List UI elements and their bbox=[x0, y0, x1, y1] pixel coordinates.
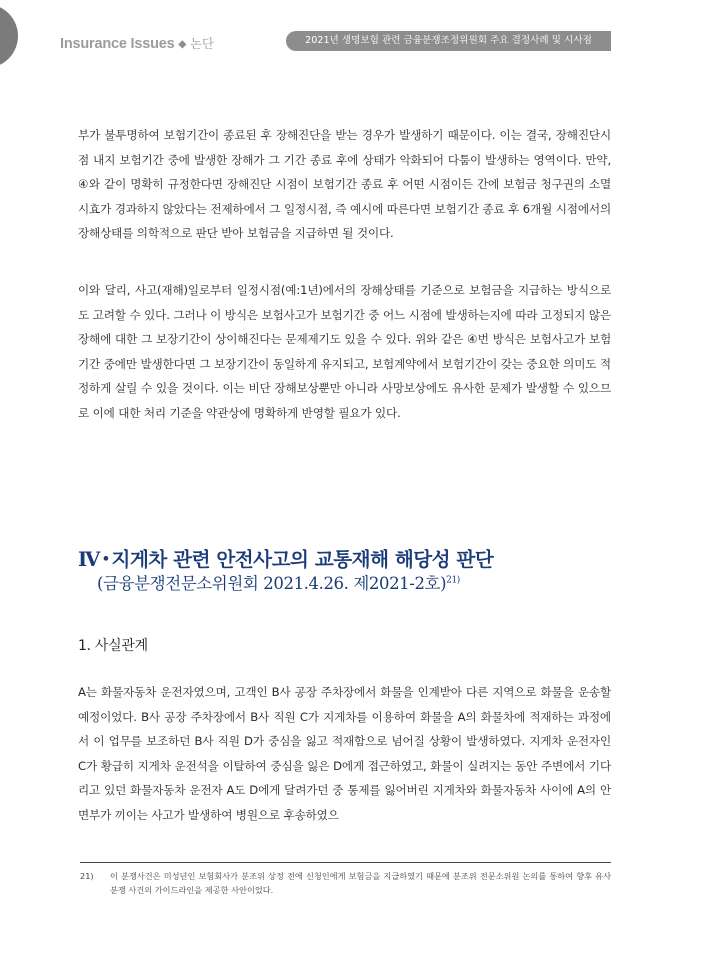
footnote-number: 21) bbox=[80, 871, 94, 881]
brand-name: Insurance Issues bbox=[60, 36, 175, 52]
footnote-ref: 21) bbox=[446, 575, 460, 586]
subsection-heading: 1. 사실관계 bbox=[78, 638, 148, 654]
footnote-text: 이 분쟁사건은 미성년인 보험회사가 분조위 상정 전에 신청인에게 보험금을 지급하였기 때문에 분조위 전문소위원 논의를 통하여 향후 유사 분쟁 사건의 가이드라인을 제공한 사안이었다. bbox=[110, 871, 611, 895]
section-subtitle-text: (금융분쟁전문소위원회 2021.4.26. 제2021-2호) bbox=[97, 574, 447, 593]
body-paragraph-1: 부가 불투명하여 보험기간이 종료된 후 장해진단을 받는 경우가 발생하기 때문이다. 이는 결국, 장해진단시점 내지 보험기간 중에 발생한 장해가 그 기간 종료 후에 상태가 악화되어 다툼이 발생하는 영역이다. 만약, ④와 같이 명확히 규정한다면 장해진단 시점이 보험기간 종료 후 어떤 시점이든 간에 보험금 청구권의 소멸시효가 경과하지 않았다는 전제하에서 그 일정시점, 즉 예시에 따른다면 보험기간 종료 후 6개월 시점에서의 장해상태를 의학적으로 판단 받아 보험금을 지급하면 될 것이다. bbox=[78, 128, 611, 240]
footnote bbox=[80, 869, 611, 897]
footnote-divider bbox=[80, 862, 611, 863]
page-edge-tab bbox=[0, 4, 18, 68]
diamond-icon: ◆ bbox=[178, 39, 186, 50]
section-number: Ⅳ bbox=[78, 548, 100, 571]
section-title: 지게차 관련 안전사고의 교통재해 해당성 판단 bbox=[111, 548, 494, 571]
section-heading bbox=[78, 543, 493, 572]
running-title-bar bbox=[286, 31, 611, 51]
bullet-icon: • bbox=[101, 552, 110, 567]
running-title: 2021년 생명보험 관련 금융분쟁조정위원회 주요 결정사례 및 시사점 bbox=[305, 35, 592, 46]
body-paragraph-3: A는 화물자동차 운전자였으며, 고객인 B사 공장 주차장에서 화물을 인계받아 다른 지역으로 화물을 운송할 예정이었다. B사 공장 주차장에서 B사 직원 C가 지게차를 이용하여 화물을 A의 화물차에 적재하는 과정에서 이 업무를 보조하던 B사 직원 D가 중심을 잃고 적재함으로 넘어질 상황이 발생하였다. 지게차 운전자인 C가 황급히 지게차 운전석을 이탈하여 중심을 잃은 D에게 접근하였고, 화물이 실려지는 동안 주변에서 기다리고 있던 화물자동차 운전자 A도 D에게 달려가던 중 통제를 잃어버린 지게차와 화물자동차 사이에 A의 안면부가 끼이는 사고가 발생하여 병원으로 후송하였으 bbox=[78, 685, 611, 822]
header-brand bbox=[60, 34, 214, 52]
section-subtitle bbox=[97, 570, 460, 594]
body-paragraph-2: 이와 달리, 사고(재해)일로부터 일정시점(예:1년)에서의 장해상태를 기준으로 보험금을 지급하는 방식으로도 고려할 수 있다. 그러나 이 방식은 보험사고가 보험기간 중 어느 시점에 발생하는지에 따라 고정되지 않은 장해에 대한 그 보장기간이 상이해진다는 문제제기도 있을 수 있다. 위와 같은 ④번 방식은 보험사고가 보험기간 중에만 발생한다면 그 보장기간이 동일하게 유지되고, 보험계약에서 보험기간이 갖는 중요한 의미도 적정하게 살릴 수 있을 것이다. 이는 비단 장해보상뿐만 아니라 사망보상에도 유사한 문제가 발생할 수 있으므로 이에 대한 처리 기준을 약관상에 명확하게 반영할 필요가 있다. bbox=[78, 283, 611, 420]
section-label: 논단 bbox=[189, 37, 214, 51]
